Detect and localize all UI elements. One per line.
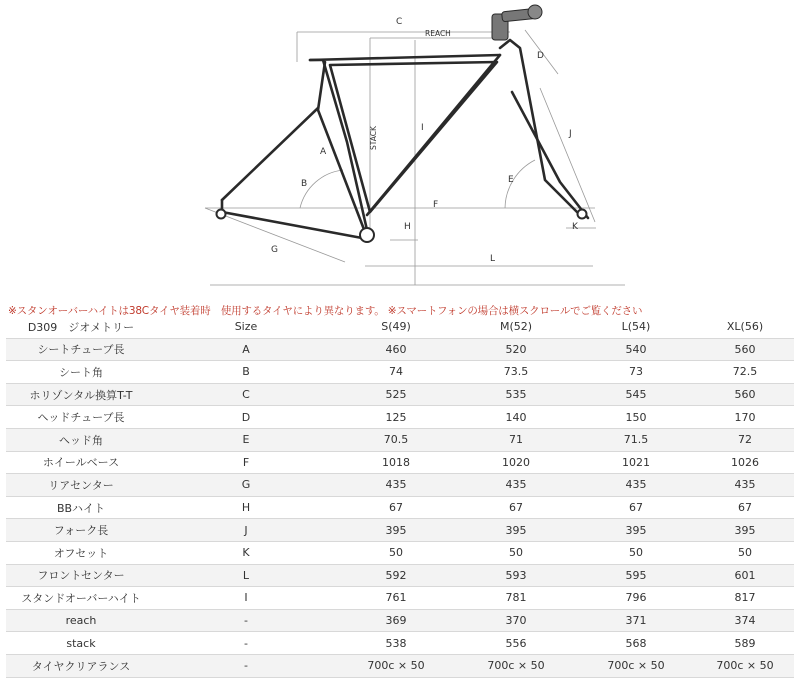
table-row-cell: 395 <box>576 519 696 542</box>
table-row-cell: 435 <box>696 474 794 497</box>
label-a: A <box>320 147 327 157</box>
table-row-cell: 1026 <box>696 451 794 474</box>
table-row <box>6 496 794 519</box>
label-e: E <box>508 175 514 185</box>
table-row-cell: 140 <box>456 406 576 429</box>
table-row-cell: 435 <box>576 474 696 497</box>
table-row-cell: 73.5 <box>456 361 576 384</box>
table-row-cell: 700c × 50 <box>696 654 794 677</box>
label-i: I <box>421 123 424 133</box>
table-row-cell: 700c × 50 <box>576 654 696 677</box>
table-row <box>6 383 794 406</box>
table-row-cell: 74 <box>336 361 456 384</box>
label-stack: STACK <box>369 126 378 150</box>
notice-text: ※スタンオーバーハイトは38Cタイヤ装着時 使用するタイヤにより異なります。 ※スマートフォンの場合は横スクロールでご覧ください <box>8 305 643 317</box>
table-row-cell: 1020 <box>456 451 576 474</box>
table-row-cell: stack <box>6 632 156 655</box>
table-row-cell: 71.5 <box>576 428 696 451</box>
table-row-cell: 370 <box>456 609 576 632</box>
table-row-cell: B <box>156 361 336 384</box>
table-row-cell: 545 <box>576 383 696 406</box>
frame-geometry-diagram <box>0 0 800 300</box>
table-row-cell: ヘッド角 <box>6 428 156 451</box>
table-row-cell: H <box>156 496 336 519</box>
table-header-row-cell: Size <box>156 316 336 338</box>
table-row-cell: 50 <box>336 541 456 564</box>
table-row-cell: - <box>156 632 336 655</box>
table-row-cell: 395 <box>696 519 794 542</box>
table-row-cell: 520 <box>456 338 576 361</box>
table-row-cell: スタンドオーバーハイト <box>6 587 156 610</box>
label-reach: REACH <box>425 29 451 38</box>
table-row-cell: 538 <box>336 632 456 655</box>
table-row-cell: 369 <box>336 609 456 632</box>
table-row <box>6 519 794 542</box>
table-header-row <box>6 316 794 338</box>
table-row-cell: reach <box>6 609 156 632</box>
table-row-cell: 781 <box>456 587 576 610</box>
table-row-cell: 72 <box>696 428 794 451</box>
table-row-cell: 525 <box>336 383 456 406</box>
geometry-table <box>6 316 794 678</box>
table-row-cell: 593 <box>456 564 576 587</box>
table-row-cell: 817 <box>696 587 794 610</box>
table-row <box>6 474 794 497</box>
label-l: L <box>490 254 496 264</box>
table-row-cell: 67 <box>456 496 576 519</box>
table-row-cell: - <box>156 654 336 677</box>
table-row-cell: 72.5 <box>696 361 794 384</box>
label-b: B <box>301 179 308 189</box>
table-row-cell: 50 <box>456 541 576 564</box>
label-d: D <box>537 51 544 61</box>
table-row-cell: シートチューブ長 <box>6 338 156 361</box>
table-row-cell: ホイールベース <box>6 451 156 474</box>
table-row-cell: 700c × 50 <box>336 654 456 677</box>
label-g: G <box>271 245 278 255</box>
table-row-cell: 70.5 <box>336 428 456 451</box>
table-row-cell: 71 <box>456 428 576 451</box>
table-row <box>6 564 794 587</box>
table-row-cell: 556 <box>456 632 576 655</box>
label-f: F <box>433 200 439 210</box>
table-row-cell: 568 <box>576 632 696 655</box>
table-row-cell: 150 <box>576 406 696 429</box>
table-row-cell: リアセンター <box>6 474 156 497</box>
label-h: H <box>404 222 411 232</box>
table-row-cell: L <box>156 564 336 587</box>
table-row-cell: I <box>156 587 336 610</box>
table-row-cell: 560 <box>696 383 794 406</box>
table-header-row-cell: L(54) <box>576 316 696 338</box>
table-row-cell: 50 <box>696 541 794 564</box>
table-row <box>6 451 794 474</box>
table-row-cell: 540 <box>576 338 696 361</box>
table-row-cell: 589 <box>696 632 794 655</box>
table-row-cell: 395 <box>336 519 456 542</box>
table-row-cell: C <box>156 383 336 406</box>
table-row-cell: フォーク長 <box>6 519 156 542</box>
table-row-cell: - <box>156 609 336 632</box>
label-c: C <box>396 17 403 27</box>
table-row-cell: G <box>156 474 336 497</box>
table-row-cell: タイヤクリアランス <box>6 654 156 677</box>
table-row <box>6 428 794 451</box>
table-row-cell: 395 <box>456 519 576 542</box>
table-row-cell: 73 <box>576 361 696 384</box>
table-row <box>6 654 794 677</box>
table-row-cell: 67 <box>336 496 456 519</box>
table-row-cell: 535 <box>456 383 576 406</box>
table-row <box>6 587 794 610</box>
table-row-cell: K <box>156 541 336 564</box>
table-row-cell: 1018 <box>336 451 456 474</box>
table-row-cell: 700c × 50 <box>456 654 576 677</box>
table-row <box>6 541 794 564</box>
table-row-cell: 592 <box>336 564 456 587</box>
label-j: J <box>569 129 572 139</box>
table-row-cell: 435 <box>336 474 456 497</box>
table-row-cell: 761 <box>336 587 456 610</box>
table-row-cell: 1021 <box>576 451 696 474</box>
table-row-cell: 170 <box>696 406 794 429</box>
table-row <box>6 361 794 384</box>
label-k: K <box>572 222 578 232</box>
table-row-cell: 67 <box>696 496 794 519</box>
table-row-cell: 460 <box>336 338 456 361</box>
table-row-cell: ヘッドチューブ長 <box>6 406 156 429</box>
table-row <box>6 406 794 429</box>
table-header-row-cell: S(49) <box>336 316 456 338</box>
table-header-row-cell: D309 ジオメトリー <box>6 316 156 338</box>
table-row-cell: ホリゾンタル換算T-T <box>6 383 156 406</box>
table-row-cell: 371 <box>576 609 696 632</box>
table-row-cell: 67 <box>576 496 696 519</box>
table-row-cell: 595 <box>576 564 696 587</box>
table-row-cell: フロントセンター <box>6 564 156 587</box>
table-row-cell: 125 <box>336 406 456 429</box>
table-row-cell: D <box>156 406 336 429</box>
table-row-cell: 435 <box>456 474 576 497</box>
table-row-cell: E <box>156 428 336 451</box>
table-row-cell: 796 <box>576 587 696 610</box>
table-row <box>6 632 794 655</box>
table-row-cell: 601 <box>696 564 794 587</box>
table-row-cell: オフセット <box>6 541 156 564</box>
table-row-cell: J <box>156 519 336 542</box>
table-row-cell: 374 <box>696 609 794 632</box>
table-row <box>6 338 794 361</box>
table-header-row-cell: XL(56) <box>696 316 794 338</box>
table-row-cell: 560 <box>696 338 794 361</box>
table-row-cell: A <box>156 338 336 361</box>
table-row-cell: シート角 <box>6 361 156 384</box>
table-header-row-cell: M(52) <box>456 316 576 338</box>
table-row <box>6 609 794 632</box>
table-row-cell: 50 <box>576 541 696 564</box>
table-row-cell: BBハイト <box>6 496 156 519</box>
table-row-cell: F <box>156 451 336 474</box>
